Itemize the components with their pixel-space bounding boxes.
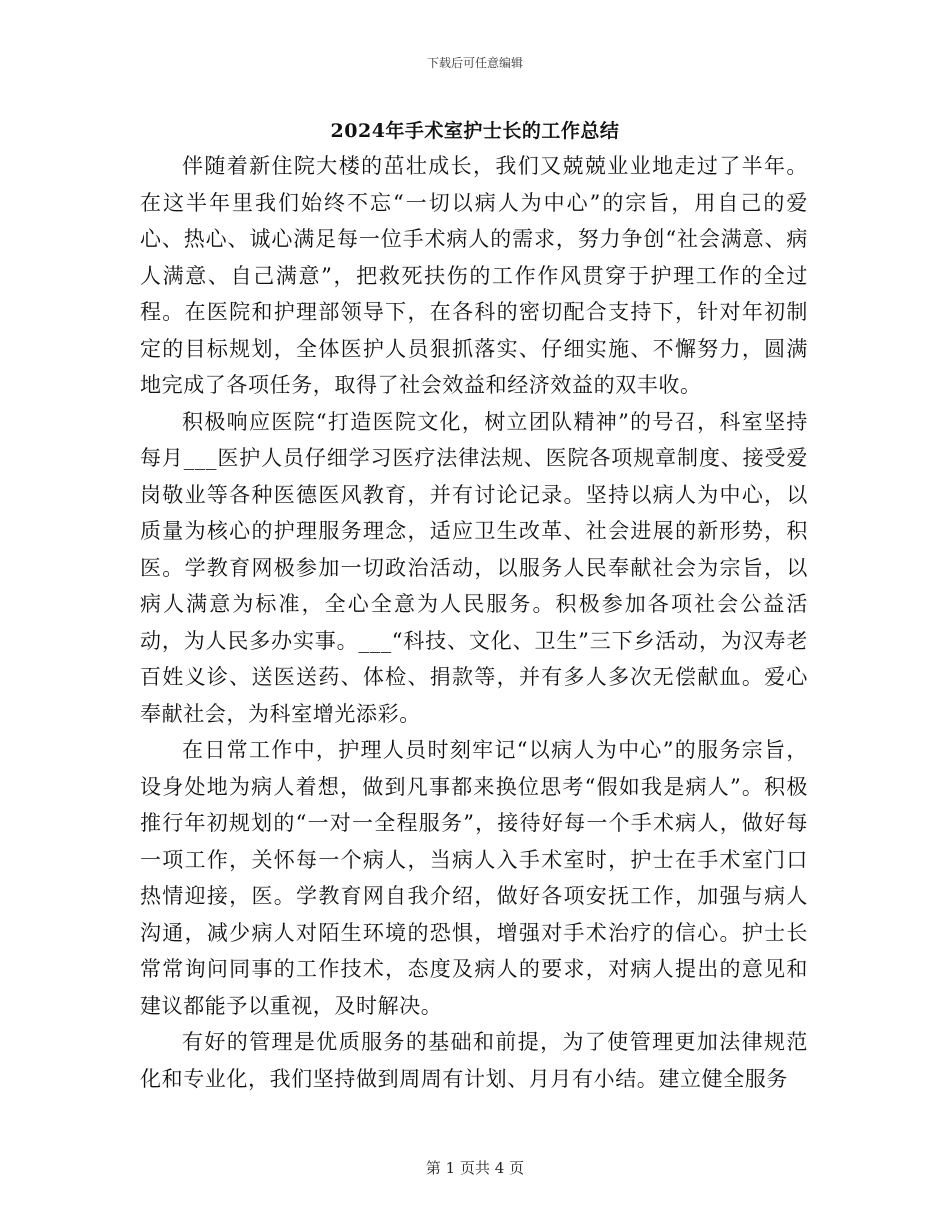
document-title: 2024年手术室护士长的工作总结 (330, 120, 620, 142)
paragraph-3: 在日常工作中，护理人员时刻牢记“以病人为中心”的服务宗旨，设身处地为病人着想，做到凡事都来换位思考“假如我是病人”。积极推行年初规划的“一对一全程服务”，接待好每一个手术病人，做好每一项工作，关怀每一个病人，当病人入手术室时，护士在手术室门口热情迎接，医。学教育网自我介绍，做好各项安抚工作，加强与病人沟通，减少病人对陌生环境的恐惧，增强对手术治疗的信心。护士长常常询问同事的工作技术，态度及病人的要求，对病人提出的意见和建议都能予以重视，及时解决。 (140, 738, 808, 1018)
paragraph-1: 伴随着新住院大楼的茁壮成长，我们又兢兢业业地走过了半年。在这半年里我们始终不忘“一切以病人为中心”的宗旨，用自己的爱心、热心、诚心满足每一位手术病人的需求，努力争创“社会满意、病人满意、自己满意”，把救死扶伤的工作作风贯穿于护理工作的全过程。在医院和护理部领导下，在各科的密切配合支持下，针对年初制定的目标规划，全体医护人员狠抓落实、仔细实施、不懈努力，圆满地完成了各项任务，取得了社会效益和经济效益的双丰收。 (140, 154, 808, 397)
header-note: 下载后可任意编辑 (426, 56, 523, 70)
paragraph-2: 积极响应医院“打造医院文化，树立团队精神”的号召，科室坚持每月___医护人员仔细学习医疗法律法规、医院各项规章制度、接受爱岗敬业等各种医德医风教育，并有讨论记录。坚持以病人为中心，以质量为核心的护理服务理念，适应卫生改革、社会进展的新形势，积医。学教育网极参加一切政治活动，以服务人民奉献社会为宗旨，以病人满意为标准，全心全意为人民服务。积极参加各项社会公益活动，为人民多办实事。___“科技、文化、卫生”三下乡活动，为汉寿老百姓义诊、送医送药、体检、捐款等，并有多人多次无偿献血。爱心奉献社会，为科室增光添彩。 (140, 409, 808, 726)
paragraph-4: 有好的管理是优质服务的基础和前提，为了使管理更加法律规范化和专业化，我们坚持做到周周有计划、月月有小结。建立健全服务 (140, 1030, 808, 1091)
document-body (140, 148, 808, 1097)
page-number: 第 1 页共 4 页 (425, 1159, 525, 1177)
